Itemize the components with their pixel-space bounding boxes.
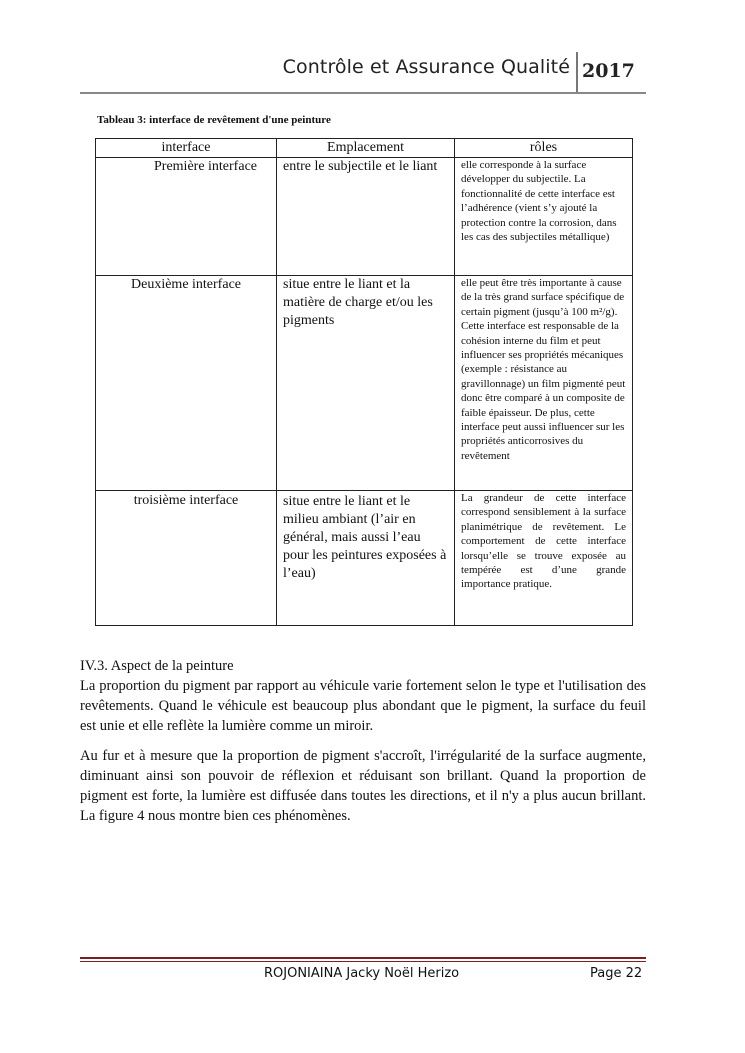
cell-role: La grandeur de cette interface correspond sensiblement à la surface planimétrique de revêtement. Le comportement de cette interface lorsqu’elle se trouve exposée au tempérée est d’une grande importance pratique. bbox=[455, 491, 633, 626]
header-title: Contrôle et Assurance Qualité bbox=[282, 56, 570, 78]
footer-rule-thin bbox=[80, 961, 646, 962]
table-row bbox=[96, 158, 633, 276]
table-header-row bbox=[96, 139, 633, 158]
header-separator bbox=[576, 52, 578, 94]
paragraph: Au fur et à mesure que la proportion de pigment s'accroît, l'irrégularité de la surface augmente, diminuant ainsi son pouvoir de réflexion et réduisant son brillant. Quand la proportion de pigment est forte, la lumière est diffusée dans toutes les directions, et il n'y a plus aucun brillant. La figure 4 nous montre bien ces phénomènes. bbox=[80, 748, 646, 824]
cell-role: elle peut être très importante à cause de la très grand surface spécifique de certain pigment (jusqu’à 100 m²/g). Cette interface est responsable de la cohésion interne du film et peut influencer ses propriétés mécaniques (exemple : résistance au gravillonnage) un film pigmenté peut donc être comparé à un composite de faible épaisseur. De plus, cette interface peut aussi influencer sur les propriétés anticorrosives du revêtement bbox=[455, 276, 633, 491]
paragraph: La proportion du pigment par rapport au véhicule varie fortement selon le type et l'utilisation des revêtements. Quand le véhicule est beaucoup plus abondant que le pigment, la surface du feuil est unie et elle reflète la lumière comme un miroir. bbox=[80, 678, 646, 734]
cell-emplacement: situe entre le liant et la matière de charge et/ou les pigments bbox=[277, 276, 455, 491]
footer-author: ROJONIAINA Jacky Noël Herizo bbox=[264, 966, 460, 981]
cell-emplacement: situe entre le liant et le milieu ambiant (l’air en général, mais aussi l’eau pour les peintures exposées à l’eau) bbox=[277, 491, 455, 626]
table-row bbox=[96, 276, 633, 491]
header-rule bbox=[80, 92, 646, 94]
section-heading: IV.3. Aspect de la peinture bbox=[80, 658, 234, 674]
interface-table bbox=[95, 138, 633, 626]
column-header-roles: rôles bbox=[455, 139, 633, 158]
cell-interface: Deuxième interface bbox=[96, 276, 277, 491]
column-header-interface: interface bbox=[96, 139, 277, 158]
cell-emplacement: entre le subjectile et le liant bbox=[277, 158, 455, 276]
header-year: 2017 bbox=[582, 60, 635, 82]
footer-rule bbox=[80, 957, 646, 959]
column-header-emplacement: Emplacement bbox=[277, 139, 455, 158]
cell-role: elle corresponde à la surface développer du subjectile. La fonctionnalité de cette interface est l’adhérence (vient s’y ajouté la protection contre la corrosion, dans les cas des subjectiles métallique) bbox=[455, 158, 633, 276]
page-number: Page 22 bbox=[590, 966, 643, 981]
cell-interface: troisième interface bbox=[96, 491, 277, 626]
table-row bbox=[96, 491, 633, 626]
table-caption: Tableau 3: interface de revêtement d'une peinture bbox=[97, 114, 331, 126]
cell-interface: Première interface bbox=[96, 158, 277, 276]
